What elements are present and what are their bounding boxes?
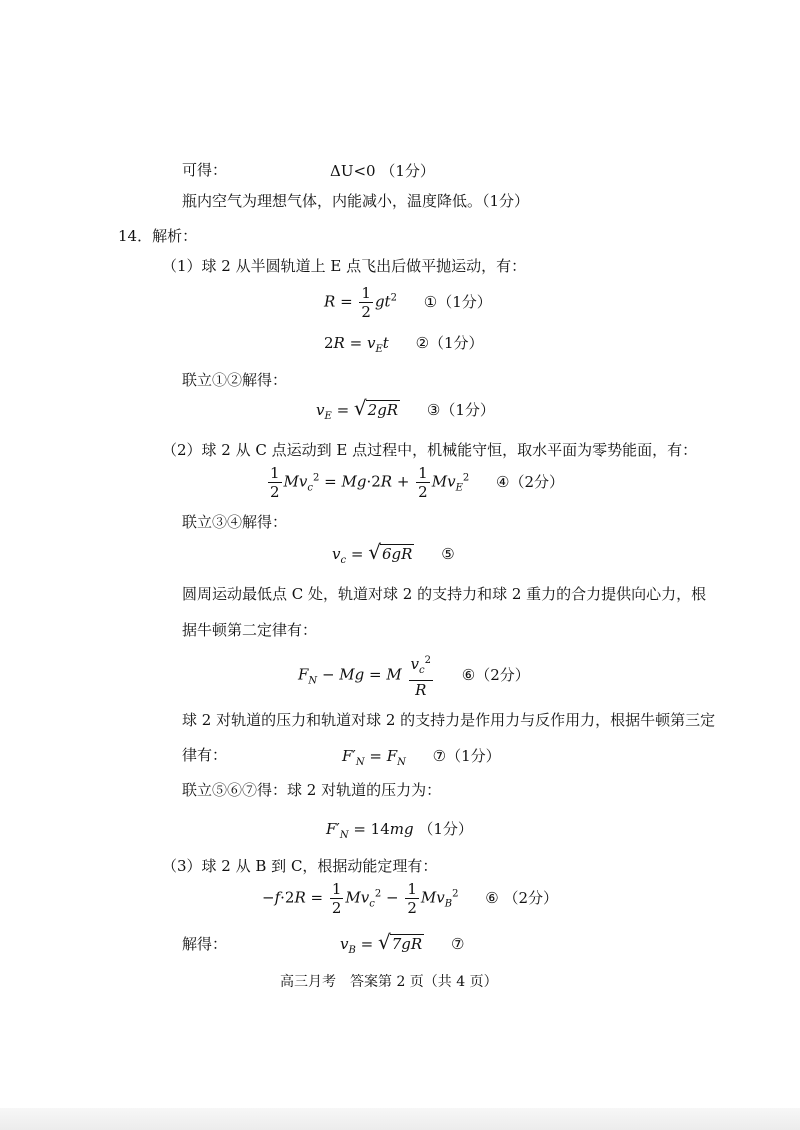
result-label: 可得： bbox=[182, 161, 228, 179]
equation-4: $\frac{1}{2}$ $Mv_c^2 = Mg\cdot 2R$ + $\frac{1}{2}$ $Mv_E^2$ ④（2分） bbox=[270, 464, 565, 501]
equation-mark: ④（2分） bbox=[496, 472, 565, 491]
part2-intro: （2）球 2 从 C 点运动到 E 点过程中，机械能守恒，取水平面为零势能面，有： bbox=[162, 441, 698, 459]
equation-mark: ⑤ bbox=[441, 545, 455, 563]
equation-5: $v_c = √6gR$ ⑤ bbox=[332, 540, 455, 566]
part1-combine: 联立①②解得： bbox=[182, 371, 288, 389]
equation-3: $v_E = √2gR$ ③（1分） bbox=[316, 396, 495, 422]
page-footer: 高三月考 答案第 2 页（共 4 页） bbox=[280, 974, 498, 990]
question-heading: 14．解析： bbox=[118, 227, 198, 245]
equation-1: R = $\frac{1}{2}$ $gt^2$ ①（1分） bbox=[324, 284, 492, 321]
conclusion-text: 瓶内空气为理想气体，内能减小，温度降低。（1分） bbox=[182, 192, 530, 210]
equation-mark: ⑦（1分） bbox=[432, 747, 501, 765]
equation-delta-u: ΔU<0 （1分） bbox=[330, 162, 435, 180]
part2-combine: 联立③④解得： bbox=[182, 513, 288, 531]
equation-mark: ⑥（2分） bbox=[461, 665, 530, 684]
equation-mark: ⑦ bbox=[450, 935, 465, 953]
paragraph-centripetal-1: 圆周运动最低点 C 处，轨道对球 2 的支持力和球 2 重力的合力提供向心力，根 bbox=[182, 585, 707, 603]
equation-mark: （1分） bbox=[380, 162, 435, 180]
equation-6: $F_N - Mg = M$ $\frac{v_c^2}{R}$ ⑥（2分） bbox=[298, 652, 530, 699]
equation-7: $F'_N = F_N$ ⑦（1分） bbox=[342, 747, 501, 768]
page-edge bbox=[0, 1108, 800, 1130]
part2-combine-2: 联立⑤⑥⑦得：球 2 对轨道的压力为： bbox=[182, 781, 442, 799]
equation-mark: ①（1分） bbox=[423, 292, 492, 311]
equation-2: $2R = v_Et$ ②（1分） bbox=[324, 334, 484, 355]
equation-10: $v_B = √7gR$ ⑦ bbox=[340, 930, 465, 956]
equation-mark: ⑥ （2分） bbox=[485, 888, 559, 907]
paragraph-newton3-2: 律有： bbox=[182, 746, 228, 764]
part1-intro: （1）球 2 从半圆轨道上 E 点飞出后做平抛运动，有： bbox=[162, 257, 527, 275]
part3-solve-label: 解得： bbox=[182, 935, 228, 953]
part3-intro: （3）球 2 从 B 到 C，根据动能定理有： bbox=[162, 857, 438, 875]
equation-8: $F'_N = 14mg$ （1分） bbox=[326, 820, 473, 841]
equation-mark: （1分） bbox=[418, 820, 473, 838]
equation-9: −f·2R = $\frac{1}{2}$ $Mv_c^2$ − $\frac{1}{2}$ $Mv_B^2$ ⑥ （2分） bbox=[262, 880, 559, 917]
equation-mark: ③（1分） bbox=[426, 401, 495, 419]
paragraph-centripetal-2: 据牛顿第二定律有： bbox=[182, 621, 318, 639]
paragraph-newton3-1: 球 2 对轨道的压力和轨道对球 2 的支持力是作用力与反作用力，根据牛顿第三定 bbox=[182, 711, 716, 729]
equation-mark: ②（1分） bbox=[415, 334, 484, 352]
